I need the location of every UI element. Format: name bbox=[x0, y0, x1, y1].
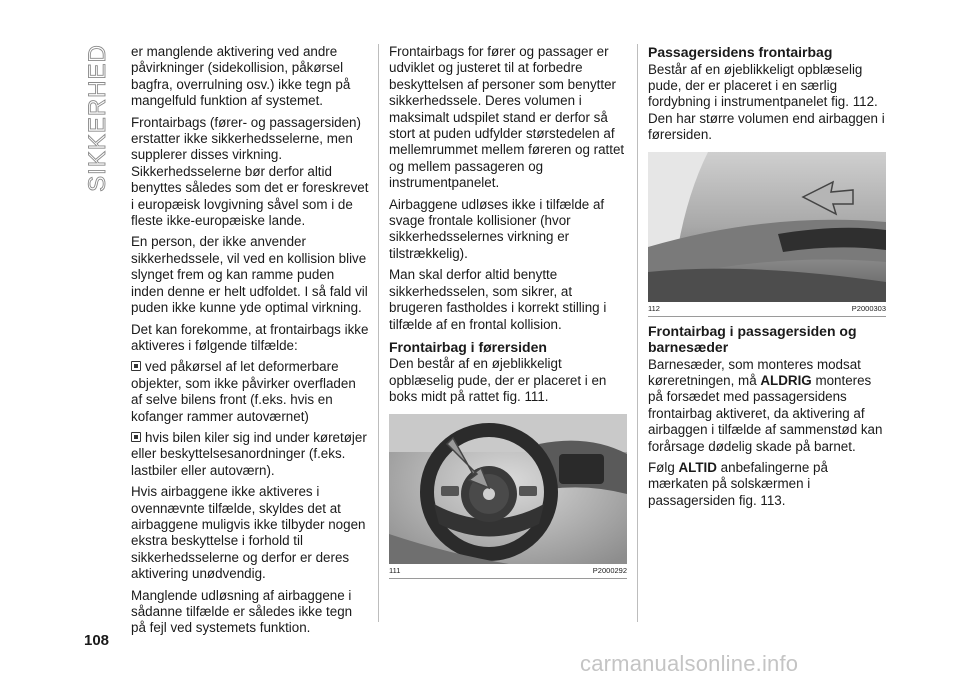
column-1 bbox=[131, 44, 369, 642]
paragraph: er manglende aktivering ved andre påvirkninger (sidekollision, påkørsel bagfra, overrulning osv.) ikke tegn på mangelfuld funktion af systemet. bbox=[131, 44, 351, 109]
text-run: anbefalingerne på mærkaten på solskærmen i passagersiden fig. 113. bbox=[648, 459, 828, 508]
figure-code: P2000303 bbox=[851, 303, 886, 313]
figure-caption bbox=[389, 564, 627, 579]
text-run: monteres på forsædet med passagersidens frontairbag aktiveret, da aktivering af airbaggen i tilfælde af sammenstød kan forårsage dødelig skade på barnet. bbox=[648, 372, 883, 454]
bullet-text: ved påkørsel af let deformerbare objekter, som ikke påvirker overfladen af selve bilens front (f.eks. hvis en kofanger rammer autoværnet) bbox=[131, 359, 356, 424]
page-number: 108 bbox=[84, 632, 110, 649]
section-heading: Passagersidens frontairbag bbox=[648, 44, 833, 60]
figure-number: 112 bbox=[648, 303, 660, 313]
bullet-box-icon bbox=[131, 432, 141, 442]
bullet-text: hvis bilen kiler sig ind under køretøjer eller beskyttelsesanordninger (f.eks. lastbiler eller autoværn). bbox=[131, 429, 367, 478]
column-divider-1 bbox=[378, 44, 379, 622]
paragraph: Manglende udløsning af airbaggene i sådanne tilfælde er således ikke tegn på fejl ved systemets funktion. bbox=[131, 587, 353, 636]
figure-112 bbox=[648, 152, 886, 317]
paragraph: En person, der ikke anvender sikkerhedssele, vil ved en kollision blive slynget frem og kan ramme puden inden denne er helt udfoldet. I så fald vil puden ikke kunne yde optimal virkning. bbox=[131, 234, 368, 316]
section-label-text: SIKKERHED bbox=[84, 44, 112, 192]
figure-caption bbox=[648, 302, 886, 317]
paragraph: Består af en øjeblikkeligt opblæselig pude, der er placeret i en særlig fordybning i instrumentpanelet fig. 112. Den har større volumen end airbaggen i førersiden. bbox=[648, 61, 885, 143]
steering-wheel-airbag-image bbox=[389, 414, 627, 564]
bullet-item bbox=[131, 359, 369, 425]
bullet-item bbox=[131, 430, 369, 479]
text-run: Barnesæder, som monteres modsat køreretningen, må bbox=[648, 356, 861, 388]
emphasis-text: ALTID bbox=[678, 459, 717, 475]
section-heading: Frontairbag i førersiden bbox=[389, 338, 547, 355]
paragraph: Hvis airbaggene ikke aktiveres i ovennævnte tilfælde, skyldes det at airbaggene muligvis ikke tilbyder nogen ekstra beskyttelse i forhold til sikkerhedsselerne og derfor er deres aktivering unødvendig. bbox=[131, 484, 366, 582]
paragraph bbox=[648, 460, 886, 509]
paragraph: Man skal derfor altid benytte sikkerhedsselen, som sikrer, at brugeren fastholdes i korrekt stilling i tilfælde af en frontal kollision. bbox=[389, 267, 607, 332]
paragraph: Den består af en øjeblikkeligt opblæselig pude, der er placeret i en boks midt på rattet fig. 111. bbox=[389, 356, 607, 405]
column-2 bbox=[389, 44, 627, 585]
watermark: carmanualsonline.info bbox=[580, 651, 799, 676]
figure-111 bbox=[389, 414, 627, 579]
passenger-airbag-image bbox=[648, 152, 886, 302]
bullet-box-icon bbox=[131, 361, 141, 371]
section-heading: Frontairbag i passagersiden og barnesæder bbox=[648, 322, 857, 356]
paragraph: Det kan forekomme, at frontairbags ikke aktiveres i følgende tilfælde: bbox=[131, 321, 369, 353]
text-run: Følg bbox=[648, 459, 679, 475]
paragraph: Frontairbags (fører- og passagersiden) erstatter ikke sikkerhedsselerne, men supplerer disses virkning. Sikkerhedsselerne bør derfor altid benyttes således som det er foreskrevet i europæisk lovgivning såvel som i de fleste ikke-europæiske lande. bbox=[131, 114, 369, 229]
paragraph: Frontairbags for fører og passager er udviklet og justeret til at forbedre beskyttelsen af personer som benytter sikkerhedssele. Deres volumen i maksimalt udspilet stand er derfor så stort at puden udfylder størstedelen af mellemrummet mellem føreren og rattet og mellem passageren og instrumentpanelet. bbox=[389, 44, 625, 191]
emphasis-text: ALDRIG bbox=[760, 372, 812, 388]
column-divider-2 bbox=[637, 44, 638, 622]
paragraph bbox=[648, 357, 886, 455]
paragraph: Airbaggene udløses ikke i tilfælde af svage frontale kollisioner (hvor sikkerhedsselernes virkning er tilstrækkelig). bbox=[389, 196, 605, 261]
figure-code: P2000292 bbox=[592, 565, 627, 575]
column-3 bbox=[648, 44, 886, 514]
figure-number: 111 bbox=[389, 565, 401, 575]
section-label bbox=[84, 44, 112, 192]
